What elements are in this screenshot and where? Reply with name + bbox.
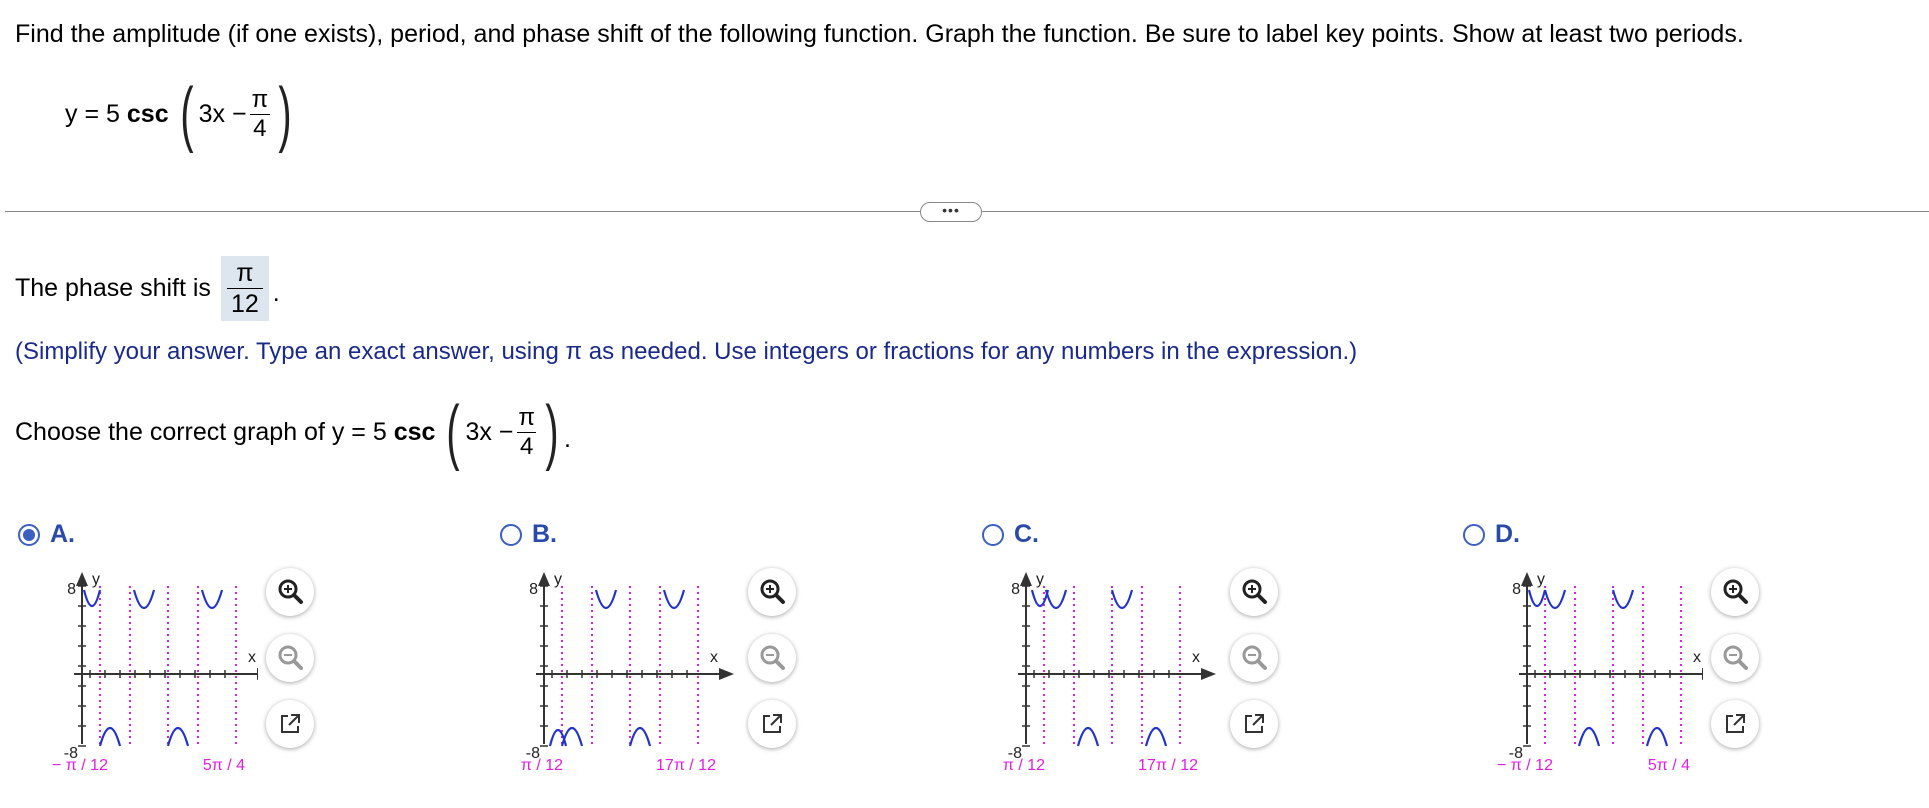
y-axis-arrow: [538, 572, 550, 586]
x-axis-label: x: [248, 649, 256, 666]
graph-thumbnail[interactable]: [18, 566, 258, 776]
zoom-out-icon: [757, 643, 787, 673]
x-left-label: π / 12: [520, 757, 564, 774]
zoom-out-icon: [1239, 643, 1269, 673]
choose-fraction-den: 4: [517, 432, 536, 461]
zoom-out-button[interactable]: [266, 634, 314, 682]
y-axis-label: y: [554, 571, 562, 588]
x-axis-arrow: [1702, 668, 1703, 680]
choose-func: csc: [393, 417, 436, 446]
right-paren: ): [545, 392, 559, 472]
option-a[interactable]: [18, 520, 256, 774]
y-min-label: -8: [525, 745, 540, 762]
equation-fraction-num: π: [251, 85, 269, 113]
equation-inner: 3x −: [198, 99, 247, 128]
zoom-in-icon: [1239, 577, 1269, 607]
popout-button[interactable]: [266, 700, 314, 748]
hint-text: (Simplify your answer. Type an exact answer, using π as needed. Use integers or fractions for any numbers in the expression.): [15, 338, 1358, 365]
x-right-label: 17π / 12: [1138, 757, 1198, 774]
curve-branch-up: [664, 590, 684, 608]
x-right-label: 5π / 4: [1647, 757, 1691, 774]
graph-thumbnail[interactable]: [1463, 566, 1703, 776]
answer-numerator: π: [236, 259, 254, 287]
curve-branch-up: [1613, 590, 1633, 608]
x-axis-label: x: [710, 649, 718, 666]
more-button[interactable]: •••: [920, 202, 982, 222]
left-paren: (: [180, 74, 194, 154]
period-mark: .: [272, 279, 280, 307]
choose-fraction: [515, 404, 538, 460]
option-letter: A.: [50, 520, 75, 548]
option-label[interactable]: [1463, 520, 1520, 549]
y-min-label: -8: [63, 745, 78, 762]
option-label[interactable]: [982, 520, 1039, 549]
y-min-label: -8: [1508, 745, 1523, 762]
curve-branch-up: [1046, 590, 1066, 608]
popout-icon: [1241, 711, 1267, 737]
x-right-label: 17π / 12: [656, 757, 716, 774]
left-paren: (: [446, 392, 461, 472]
phase-shift-label: The phase shift is: [15, 274, 211, 302]
option-d[interactable]: [1463, 520, 1701, 774]
curve-branch-partial: [84, 590, 100, 606]
y-min-label: -8: [1007, 745, 1022, 762]
y-axis-label: y: [92, 571, 100, 588]
phase-shift-answer[interactable]: [221, 256, 269, 321]
curve-branch-down: [1146, 728, 1166, 746]
y-max-label: 8: [1512, 581, 1521, 598]
x-axis-arrow: [1201, 668, 1216, 680]
curve-branch-up: [1545, 590, 1565, 608]
answer-denominator: 12: [227, 288, 263, 319]
zoom-out-button[interactable]: [1711, 634, 1759, 682]
y-axis-arrow: [1020, 572, 1032, 586]
option-letter: D.: [1495, 520, 1520, 548]
function-equation: [65, 74, 297, 154]
curve-branch-down: [168, 728, 188, 746]
zoom-in-button[interactable]: [748, 568, 796, 616]
curve-branch-up: [202, 590, 222, 608]
radio-button[interactable]: [1463, 524, 1485, 546]
graph-thumbnail[interactable]: [500, 566, 740, 776]
zoom-in-button[interactable]: [1711, 568, 1759, 616]
phase-shift-row: [15, 256, 280, 321]
x-right-label: 5π / 4: [202, 757, 246, 774]
graph-thumbnail[interactable]: [982, 566, 1222, 776]
curve-branch-down: [1078, 728, 1098, 746]
curve-branch-up: [1112, 590, 1132, 608]
popout-button[interactable]: [1230, 700, 1278, 748]
equation-func: csc: [126, 99, 169, 128]
zoom-in-icon: [1720, 577, 1750, 607]
choose-graph-row: [15, 392, 571, 472]
x-axis-label: x: [1192, 649, 1200, 666]
equation-prefix: y = 5: [65, 99, 120, 128]
y-max-label: 8: [529, 581, 538, 598]
choose-end: .: [563, 424, 571, 453]
equation-fraction-den: 4: [250, 114, 269, 143]
zoom-out-icon: [275, 643, 305, 673]
radio-button[interactable]: [500, 524, 522, 546]
curve-branch-up: [134, 590, 154, 608]
equation-fraction: [249, 86, 272, 142]
option-letter: B.: [532, 520, 557, 548]
option-letter: C.: [1014, 520, 1039, 548]
option-label[interactable]: [500, 520, 557, 549]
y-axis-label: y: [1036, 571, 1044, 588]
choose-label: Choose the correct graph of y = 5: [15, 417, 387, 446]
y-max-label: 8: [1011, 581, 1020, 598]
choose-inner: 3x −: [465, 417, 514, 446]
curve-branch-up: [596, 590, 616, 608]
curve-branch-down: [1579, 728, 1599, 746]
x-left-label: π / 12: [1002, 757, 1046, 774]
curve-branch-down: [630, 728, 650, 746]
popout-icon: [277, 711, 303, 737]
popout-icon: [759, 711, 785, 737]
zoom-out-button[interactable]: [748, 634, 796, 682]
popout-button[interactable]: [748, 700, 796, 748]
zoom-in-icon: [757, 577, 787, 607]
zoom-in-icon: [275, 577, 305, 607]
x-left-label: − π / 12: [1497, 757, 1553, 774]
y-axis-label: y: [1537, 571, 1545, 588]
y-axis-arrow: [1521, 572, 1533, 586]
y-max-label: 8: [67, 581, 76, 598]
x-axis-label: x: [1693, 649, 1701, 666]
x-left-label: − π / 12: [52, 757, 108, 774]
curve-branch-partial: [1529, 590, 1545, 606]
radio-button[interactable]: [982, 524, 1004, 546]
zoom-in-button[interactable]: [266, 568, 314, 616]
y-axis-arrow: [76, 572, 88, 586]
radio-button[interactable]: [18, 524, 40, 546]
x-axis-arrow: [719, 668, 734, 680]
popout-button[interactable]: [1711, 700, 1759, 748]
zoom-in-button[interactable]: [1230, 568, 1278, 616]
right-paren: ): [278, 74, 292, 154]
curve-branch-down: [1647, 728, 1667, 746]
option-b[interactable]: [500, 520, 718, 774]
question-text: Find the amplitude (if one exists), period, and phase shift of the following function. Graph the function. Be sure to label key points. Show at least two periods.: [15, 20, 1744, 48]
curve-branch-down: [100, 728, 120, 746]
choose-fraction-num: π: [518, 403, 535, 431]
x-axis-arrow: [257, 668, 258, 680]
popout-icon: [1722, 711, 1748, 737]
zoom-out-icon: [1720, 643, 1750, 673]
option-label[interactable]: [18, 520, 75, 549]
zoom-out-button[interactable]: [1230, 634, 1278, 682]
option-c[interactable]: [982, 520, 1200, 774]
